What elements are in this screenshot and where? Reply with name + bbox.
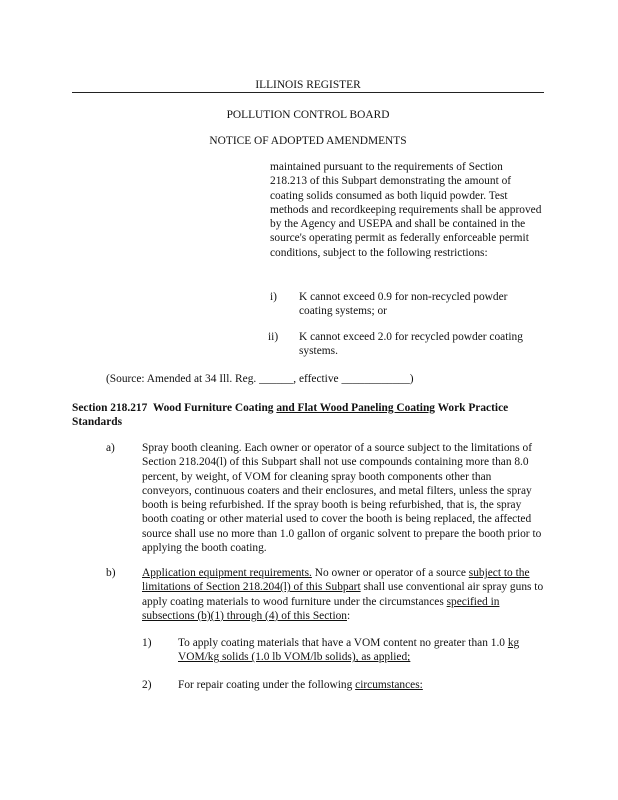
item-2-plain: For repair coating under the following [178, 679, 356, 691]
item-1-amended: kg VOM/kg solids (1.0 lb VOM/lb solids), as applied; [178, 637, 520, 664]
subsection-a-marker: a) [106, 442, 115, 454]
subsection-b-amended-text: subject to the limitations of Section 218.204(l) of this Subpart [142, 567, 530, 594]
register-title: ILLINOIS REGISTER [255, 79, 361, 91]
section-title: Wood Furniture Coating [152, 402, 274, 414]
list-marker: ii) [268, 331, 279, 343]
item-2-text [178, 678, 542, 692]
section-heading [72, 401, 550, 430]
continuation-paragraph: maintained pursuant to the requirements of Section 218.213 of this Subpart demonstrating the amount of coating solids consumed as both liquid powder. Test methods and recordkeeping requirements shall be approved by the Agency and USEPA and shall be contained in the source's operating permit as federally enforceable permit conditions, subject to the following restrictions: [270, 161, 542, 259]
list-item-i [270, 290, 277, 304]
item-2-marker: 2) [142, 679, 152, 691]
subsection-b-text-part: : [347, 609, 351, 622]
subsection-b-marker: b) [106, 567, 116, 579]
subsection-a-text: Spray booth cleaning. Each owner or operator of a source subject to the limitations of Section 218.204(l) of this Subpart shall not use compounds containing more than 8.0 percent, by weight, of VOM for cleaning spray booth components other than conveyors, continuous coaters and their enclosures, and metal filters, unless the spray booth is being refurbished. If the spray booth is being refurbished, that is, the spray booth coating or other material used to cover the booth is being replaced, the affected source shall use no more than 1.0 gallon of organic solvent to prepare the booth prior to applying the booth coating. [142, 442, 542, 555]
list-item-text: K cannot exceed 2.0 for recycled powder coating systems. [299, 331, 523, 358]
subsection-b-text [142, 566, 544, 623]
list-marker: i) [270, 291, 277, 303]
section-number: Section 218.217 [72, 402, 148, 414]
notice-title: NOTICE OF ADOPTED AMENDMENTS [209, 135, 407, 147]
item-1-marker: 1) [142, 637, 152, 649]
subsection-b-text-part: No owner or operator of a source [311, 567, 469, 579]
section-title-amended: and Flat Wood Paneling Coating [276, 402, 435, 414]
subsection-b-heading: Application equipment requirements. [142, 567, 312, 579]
source-note: (Source: Amended at 34 Ill. Reg. ______, effective ____________) [106, 373, 414, 385]
item-1-plain: To apply coating materials that have a VOM content no greater than 1.0 [178, 637, 508, 649]
item-2-amended: circumstances: [355, 679, 423, 691]
list-item-ii [268, 330, 278, 344]
subsection-b-amended-text: specified in subsections (b)(1) through (4) of this Section [142, 595, 500, 622]
list-item-text: K cannot exceed 0.9 for non-recycled powder coating systems; or [299, 291, 508, 318]
item-1-text [178, 636, 542, 665]
section-title-tail: Work Practice Standards [72, 402, 509, 429]
board-name: POLLUTION CONTROL BOARD [226, 109, 390, 121]
header-divider [72, 92, 544, 93]
subsection-b-text-part: shall use conventional air spray guns to apply coating materials to wood furniture under the circumstances [142, 581, 544, 608]
